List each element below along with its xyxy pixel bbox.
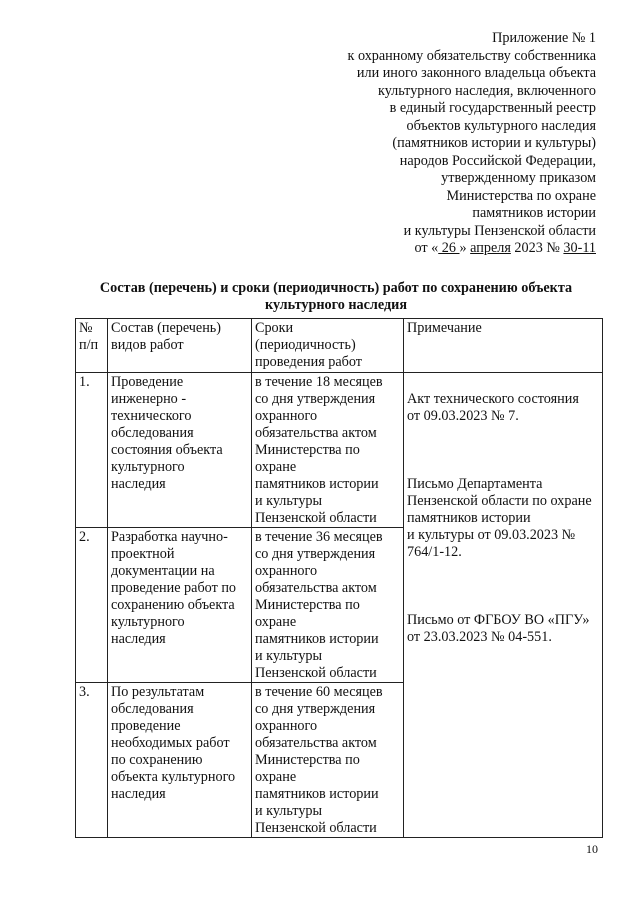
- appendix-line: Министерства по охране: [446, 187, 596, 204]
- row-work: Разработка научно- проектной документации на проведение работ по сохранению объекта культурного наследия: [108, 528, 252, 683]
- header-number: № п/п: [76, 319, 108, 373]
- appendix-line: народов Российской Федерации,: [399, 152, 596, 169]
- order-number: 30-11: [563, 240, 596, 256]
- table-row: [76, 373, 603, 528]
- appendix-line: объектов культурного наследия: [406, 117, 596, 134]
- appendix-line: и культуры Пензенской области: [403, 222, 596, 239]
- appendix-line: культурного наследия, включенного: [378, 82, 596, 99]
- order-date-line: [266, 240, 596, 258]
- row-term: в течение 36 месяцев со дня утверждения охранного обязательства актом Министерства по охране памятников истории и культуры Пензенской области: [252, 528, 404, 683]
- page-number: 10: [586, 842, 598, 856]
- appendix-line: Приложение № 1: [492, 30, 596, 46]
- row-work: Проведение инженерно - технического обследования состояния объекта культурного наследия: [108, 373, 252, 528]
- note-act: Акт технического состояния от 09.03.2023 № 7.: [407, 391, 579, 424]
- notes-cell: [404, 373, 603, 838]
- note-university-letter: Письмо от ФГБОУ ВО «ПГУ» от 23.03.2023 № 04-551.: [407, 612, 590, 645]
- appendix-line: к охранному обязательству собственника: [347, 47, 596, 64]
- note-department-letter: Письмо Департамента Пензенской области по охране памятников истории и культуры от 09.03.2023 № 764/1-12.: [407, 476, 592, 560]
- appendix-line: утвержденному приказом: [441, 170, 596, 186]
- row-term: в течение 60 месяцев со дня утверждения охранного обязательства актом Министерства по охране памятников истории и культуры Пензенской области: [252, 683, 404, 838]
- appendix-line: (памятников истории и культуры): [392, 135, 596, 151]
- appendix-line: памятников истории: [472, 205, 596, 221]
- order-day: 26: [438, 240, 460, 256]
- works-table: [75, 318, 603, 838]
- date-mid: »: [459, 240, 471, 256]
- appendix-header: [266, 30, 596, 258]
- date-prefix: от «: [414, 240, 439, 256]
- header-term: Сроки (периодичность) проведения работ: [252, 319, 404, 373]
- row-term: в течение 18 месяцев со дня утверждения охранного обязательства актом Министерства по охране памятников истории и культуры Пензенской области: [252, 373, 404, 528]
- appendix-line: в единый государственный реестр: [389, 100, 596, 116]
- appendix-line: или иного законного владельца объекта: [356, 65, 596, 81]
- header-note: Примечание: [404, 319, 603, 373]
- document-title: Состав (перечень) и сроки (периодичность) работ по сохранению объекта культурного наследия: [99, 280, 573, 313]
- header-work: Состав (перечень) видов работ: [108, 319, 252, 373]
- order-year: 2023 №: [510, 240, 564, 256]
- row-number: 2.: [76, 528, 108, 683]
- table-header-row: [76, 319, 603, 373]
- row-number: 3.: [76, 683, 108, 838]
- row-number: 1.: [76, 373, 108, 528]
- order-month: апреля: [470, 240, 511, 256]
- row-work: По результатам обследования проведение необходимых работ по сохранению объекта культурного наследия: [108, 683, 252, 838]
